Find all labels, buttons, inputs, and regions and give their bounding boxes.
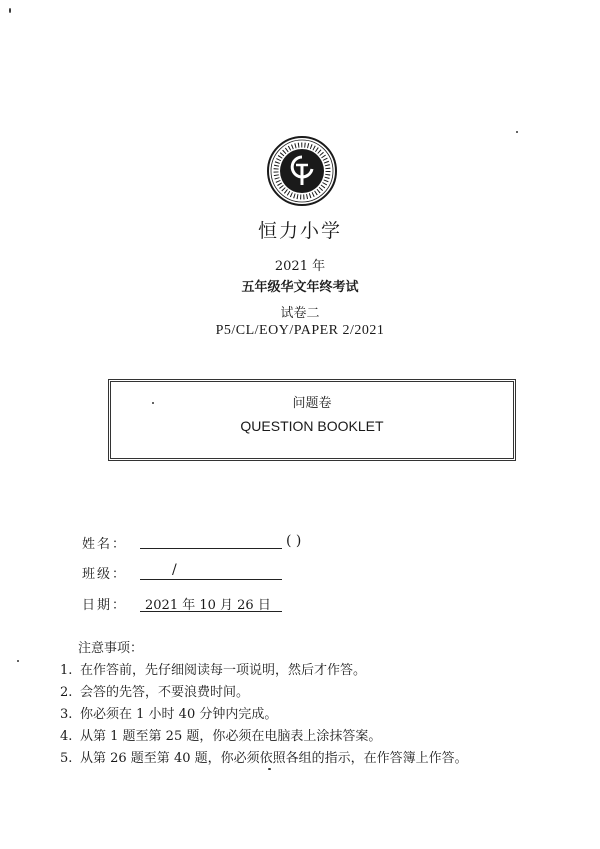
note-item: 2. 会答的先答，不要浪费时间。 — [60, 685, 250, 700]
booklet-title-english: QUESTION BOOKLET — [240, 418, 384, 434]
date-label: 日期： — [82, 598, 128, 613]
class-field[interactable] — [140, 579, 282, 580]
exam-title: 五年级华文年终考试 — [241, 280, 359, 295]
note-item: 1. 在作答前，先仔细阅读每一项说明，然后才作答。 — [60, 663, 367, 678]
class-label: 班级： — [82, 567, 128, 582]
booklet-box — [108, 379, 516, 461]
note-item: 5. 从第 26 题至第 40 题，你必须依照各组的指示，在作答簿上作答。 — [60, 751, 468, 766]
note-item: 4. 从第 1 题至第 25 题，你必须在电脑表上涂抹答案。 — [60, 729, 382, 744]
scan-speck — [516, 131, 518, 133]
scan-speck — [152, 402, 154, 404]
exam-year: 2021 年 — [274, 259, 326, 274]
school-logo — [266, 135, 338, 207]
paper-number: 试卷二 — [280, 306, 320, 321]
scan-speck — [17, 660, 19, 662]
date-underline — [140, 611, 282, 612]
paper-code: P5/CL/EOY/PAPER 2/2021 — [215, 323, 385, 338]
school-name: 恒力小学 — [257, 220, 342, 242]
class-slash: / — [172, 562, 177, 578]
name-field[interactable] — [140, 548, 282, 549]
index-number-field[interactable]: ( ) — [286, 533, 302, 549]
booklet-title-chinese: 问题卷 — [292, 396, 332, 411]
note-item: 3. 你必须在 1 小时 40 分钟内完成。 — [60, 707, 278, 722]
notes-title: 注意事项： — [78, 641, 144, 656]
date-value: 2021 年 10 月 26 日 — [145, 598, 271, 613]
scan-speck — [268, 768, 271, 770]
scan-speck — [9, 8, 11, 13]
name-label: 姓名： — [82, 537, 128, 552]
